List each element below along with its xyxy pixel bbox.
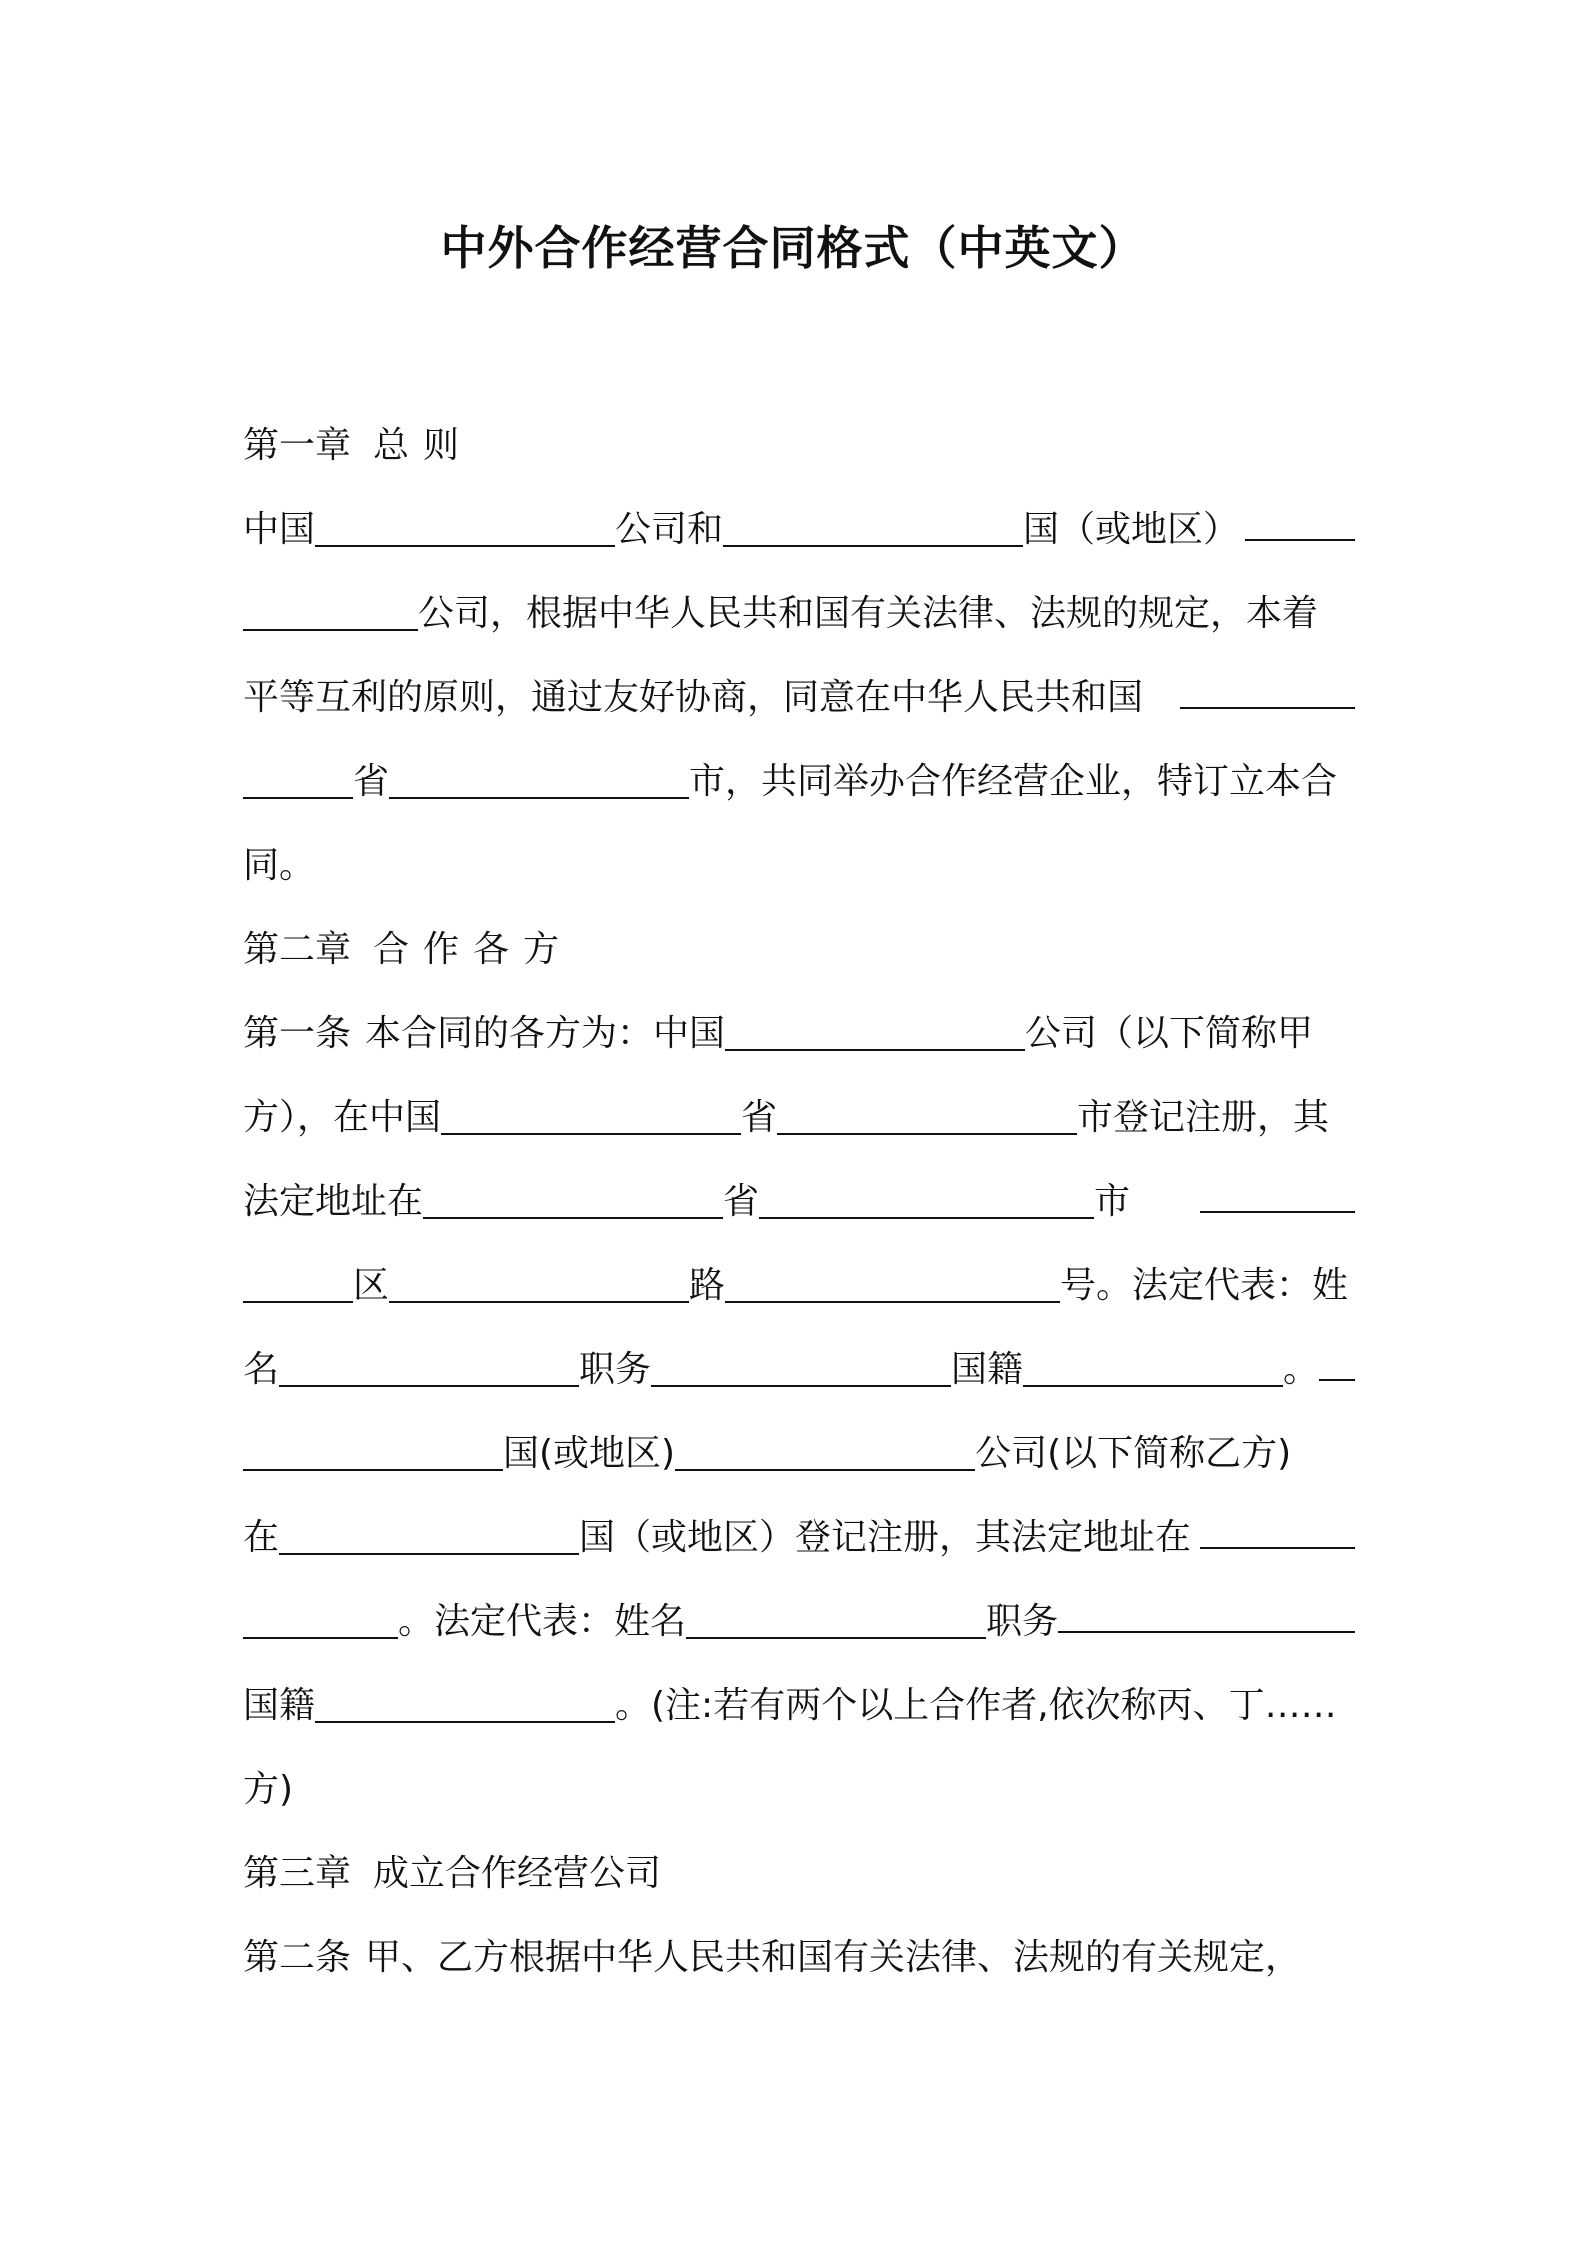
paragraph-line xyxy=(243,656,1355,740)
blank-line xyxy=(243,757,353,799)
text-run: 中国 xyxy=(243,509,316,550)
chapter-2-number: 第二章 xyxy=(243,929,352,970)
text-run: 国籍 xyxy=(243,1685,316,1726)
text-run: 本合同的各方为：中国 xyxy=(365,1013,726,1054)
blank-line xyxy=(441,1093,741,1135)
blank-line xyxy=(1319,1339,1355,1381)
text-run: 甲、乙方根据中华人民共和国有关法律、法规的有关规定， xyxy=(365,1937,1302,1978)
text-run: 。(注:若有两个以上合作者,依次称丙、丁…… xyxy=(615,1685,1337,1726)
blank-line xyxy=(651,1345,951,1387)
text-run: 市，共同举办合作经营企业，特订立本合 xyxy=(689,761,1338,802)
text-run: 在 xyxy=(243,1517,280,1558)
text-run: 方），在中国 xyxy=(243,1097,442,1138)
article-2-label: 第二条 xyxy=(243,1937,352,1978)
chapter-1-title-char: 则 xyxy=(423,425,460,466)
blank-line xyxy=(723,505,1023,547)
blank-line xyxy=(389,757,689,799)
blank-line xyxy=(243,1261,353,1303)
text-run: 市 xyxy=(1094,1181,1131,1222)
article-1-line xyxy=(243,1328,1355,1412)
text-run: 区 xyxy=(353,1265,390,1306)
paragraph-line xyxy=(243,740,1355,824)
blank-line xyxy=(1200,1171,1355,1213)
blank-line xyxy=(315,1681,615,1723)
text-run: 国（或地区）登记注册，其法定地址在 xyxy=(579,1517,1192,1558)
text-run: 。法定代表：姓名 xyxy=(398,1601,687,1642)
article-1-label: 第一条 xyxy=(243,1013,352,1054)
document-body xyxy=(243,404,1355,2000)
blank-line xyxy=(389,1261,689,1303)
text-run: 同。 xyxy=(243,845,316,886)
chapter-2-title-char: 作 xyxy=(423,929,460,970)
text-run: 名 xyxy=(243,1349,280,1390)
article-1-line xyxy=(243,1076,1355,1160)
chapter-1-title-char: 总 xyxy=(373,425,410,466)
blank-line xyxy=(777,1093,1077,1135)
text-run: 职务 xyxy=(579,1349,652,1390)
chapter-1-number: 第一章 xyxy=(243,425,352,466)
chapter-1-heading xyxy=(243,404,1355,488)
chapter-3-number: 第三章 xyxy=(243,1853,352,1894)
text-run: 路 xyxy=(689,1265,726,1306)
blank-line xyxy=(423,1177,723,1219)
blank-line xyxy=(279,1513,579,1555)
paragraph-line xyxy=(243,572,1355,656)
article-1-line xyxy=(243,1580,1355,1664)
blank-line xyxy=(243,589,418,631)
text-run: 公司，根据中华人民共和国有关法律、法规的规定，本着 xyxy=(418,593,1319,634)
article-1-line xyxy=(243,1160,1355,1244)
blank-line xyxy=(279,1345,579,1387)
text-run: 省 xyxy=(353,761,390,802)
text-run: 国(或地区) xyxy=(503,1433,676,1474)
blank-line xyxy=(725,1261,1060,1303)
text-run: 省 xyxy=(741,1097,778,1138)
document-title: 中外合作经营合同格式（中英文） xyxy=(440,221,1146,275)
text-run: 国籍 xyxy=(951,1349,1024,1390)
article-2-line xyxy=(243,1916,1355,2000)
article-1-line xyxy=(243,992,1355,1076)
blank-line xyxy=(759,1177,1094,1219)
chapter-3-heading xyxy=(243,1832,1355,1916)
text-run: 号。法定代表：姓 xyxy=(1060,1265,1349,1306)
blank-line xyxy=(1245,499,1355,541)
text-run: 市登记注册，其 xyxy=(1077,1097,1330,1138)
chapter-3-title: 成立合作经营公司 xyxy=(373,1853,662,1894)
paragraph-line xyxy=(243,824,1355,908)
article-1-line xyxy=(243,1748,1355,1832)
blank-line xyxy=(1058,1591,1355,1633)
chapter-2-heading xyxy=(243,908,1355,992)
chapter-2-title-char: 各 xyxy=(473,929,510,970)
blank-line xyxy=(725,1009,1025,1051)
chapter-2-title-char: 方 xyxy=(523,929,560,970)
text-run: 公司(以下简称乙方) xyxy=(975,1433,1292,1474)
article-1-line xyxy=(243,1496,1355,1580)
blank-line xyxy=(675,1429,975,1471)
text-run: 省 xyxy=(723,1181,760,1222)
text-run: 国（或地区） xyxy=(1023,509,1240,550)
text-run: 职务 xyxy=(986,1601,1059,1642)
text-run: 。 xyxy=(1283,1349,1320,1390)
text-run: 方) xyxy=(243,1769,294,1810)
text-run: 公司（以下简称甲 xyxy=(1025,1013,1314,1054)
blank-line xyxy=(686,1597,986,1639)
text-run: 法定地址在 xyxy=(243,1181,424,1222)
article-1-line xyxy=(243,1664,1355,1748)
blank-line xyxy=(1200,1507,1355,1549)
paragraph-line xyxy=(243,488,1355,572)
article-1-line xyxy=(243,1412,1355,1496)
text-run: 平等互利的原则，通过友好协商，同意在中华人民共和国 xyxy=(243,677,1144,718)
blank-line xyxy=(1023,1345,1283,1387)
text-run: 公司和 xyxy=(615,509,724,550)
blank-line xyxy=(315,505,615,547)
blank-line xyxy=(243,1597,398,1639)
chapter-2-title-char: 合 xyxy=(373,929,410,970)
blank-line xyxy=(243,1429,503,1471)
blank-line xyxy=(1180,667,1355,709)
article-1-line xyxy=(243,1244,1355,1328)
